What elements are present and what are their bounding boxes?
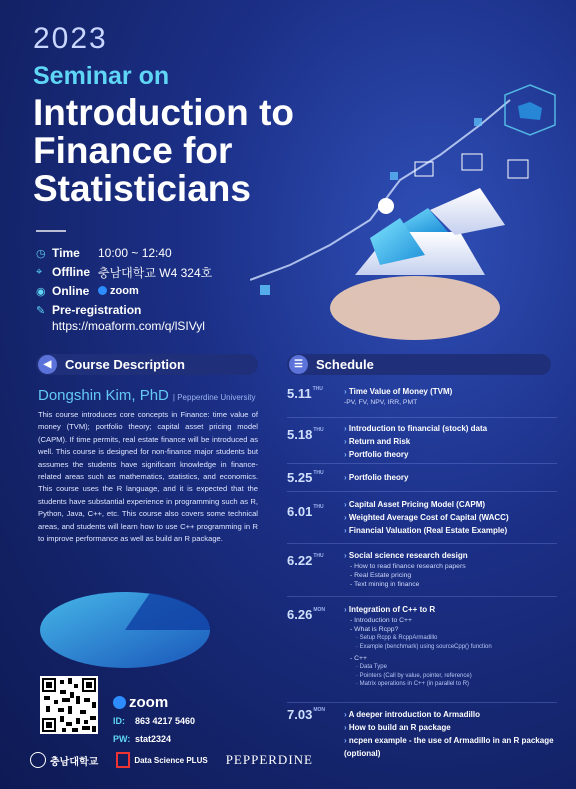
schedule-item: › Return and Risk	[344, 435, 554, 448]
schedule-header-label: Schedule	[316, 357, 374, 372]
schedule-item: › Capital Asset Pricing Model (CAPM)	[344, 498, 554, 511]
schedule-date: 5.25	[287, 470, 313, 485]
schedule-subitem: · Setup Rcpp & RcppArmadillo	[356, 635, 438, 641]
schedule-item: › Social science research design	[344, 549, 554, 562]
schedule-date: 5.18	[287, 427, 313, 442]
schedule-subitem: - What is Rcpp?	[350, 626, 399, 633]
schedule-header	[287, 354, 551, 375]
schedule-row	[287, 492, 557, 544]
schedule-date: 7.03	[287, 707, 313, 722]
course-header-label: Course Description	[65, 357, 185, 372]
zoom-info	[113, 694, 195, 747]
prereg-link[interactable]: https://moaform.com/q/lSIVyl	[52, 319, 205, 333]
instructor	[38, 387, 255, 404]
edit-form-icon: ✎	[36, 304, 46, 317]
offline-label: Offline	[52, 265, 90, 279]
schedule-row	[287, 597, 557, 703]
instructor-name: Dongshin Kim, PhD	[38, 387, 169, 404]
schedule-list	[287, 383, 557, 765]
schedule-item: › Weighted Average Cost of Capital (WACC)	[344, 511, 554, 524]
course-description: This course introduces core concepts in Finance: time value of money (TVM); portfolio theory; capital asset pricing model (CAPM). If time permits, real estate finance will be introduced as well. This course is designed for non-finance major students but assumes the students have significant knowledge in finance-related areas such as mathematics, statistics, and economics. This course uses the R language, and it is expected that the students have substantial experience in programming such as R, Python, Java, C++, etc. This course also covers some technical areas, and students will learn how to use C++ programming in R to improve performance as well as build an R package.	[38, 410, 258, 544]
schedule-subitem: · Example (benchmark) using sourceCpp() function	[356, 643, 492, 650]
schedule-item: › A deeper introduction to Armadillo	[344, 708, 554, 721]
schedule-row	[287, 544, 557, 597]
qr-code[interactable]	[40, 676, 98, 734]
schedule-item: › Introduction to financial (stock) data	[344, 422, 554, 435]
schedule-subitem: - Real Estate pricing	[350, 572, 412, 579]
clock-icon: ◷	[36, 247, 46, 260]
pepperdine-logo-text: PEPPERDINE	[225, 752, 313, 767]
schedule-item: › How to build an R package	[344, 721, 554, 734]
online-value: zoom	[110, 285, 139, 297]
schedule-subitem: - C++	[350, 655, 367, 662]
schedule-subitem: - Introduction to C++	[350, 617, 412, 624]
schedule-dow: THU	[313, 504, 324, 510]
schedule-subitem: -PV, FV, NPV, IRR, PMT	[344, 399, 418, 406]
prereg-label: Pre-registration	[52, 303, 142, 317]
zoom-id-value: 863 4217 5460	[135, 716, 196, 726]
schedule-subitem: · Matrix operations in C++ (in parallel to R)	[356, 681, 470, 687]
cnu-emblem-icon	[30, 752, 46, 768]
schedule-subitem: · Pointers (Call by value, pointer, reference)	[356, 672, 472, 679]
cnu-logo-text: 충남대학교	[50, 756, 99, 768]
divider	[36, 230, 66, 232]
zoom-logo-text: zoom	[129, 694, 169, 711]
schedule-dow: MON	[313, 707, 325, 713]
offline-value: 충남대학교 W4 324호	[98, 265, 213, 280]
schedule-row	[287, 418, 557, 464]
location-pin-icon: ⌖	[36, 265, 43, 278]
dsp-logo-text: Data Science PLUS	[134, 755, 208, 765]
schedule-date: 6.01	[287, 504, 313, 519]
schedule-item: › Portfolio theory	[344, 471, 554, 484]
course-description-header	[36, 354, 258, 375]
zoom-logo-icon	[113, 696, 126, 709]
schedule-item: › Integration of C++ to R	[344, 603, 554, 616]
schedule-dow: THU	[313, 553, 324, 559]
year: 2023	[33, 22, 108, 55]
online-label: Online	[52, 284, 90, 298]
instructor-affiliation: | Pepperdine University	[172, 393, 256, 402]
schedule-dow: THU	[312, 386, 323, 392]
wifi-icon: ◉	[36, 285, 46, 298]
zoom-logo-icon	[98, 286, 107, 295]
schedule-subitem: · Data Type	[356, 664, 387, 670]
schedule-subitem: - How to read finance research papers	[350, 563, 466, 570]
time-value: 10:00 ~ 12:40	[98, 246, 172, 260]
schedule-date: 6.22	[287, 553, 313, 568]
schedule-dow: THU	[313, 470, 324, 476]
event-info	[36, 244, 212, 320]
schedule-dow: MON	[313, 607, 325, 613]
page-title: Introduction to Finance for Statisticians	[33, 92, 294, 209]
dsp-logo-icon	[116, 752, 130, 768]
footer-logos	[30, 752, 331, 768]
zoom-pw-value: stat2324	[135, 734, 172, 744]
schedule-date: 5.11	[287, 386, 312, 401]
zoom-pw-label: PW:	[113, 734, 131, 744]
schedule-row	[287, 464, 557, 492]
seminar-label: Seminar on	[33, 62, 170, 90]
pie-chart-illustration	[30, 580, 230, 680]
schedule-item: › Time Value of Money (TVM)	[344, 385, 554, 398]
megaphone-icon: ◀	[38, 355, 57, 374]
schedule-item: › Portfolio theory	[344, 448, 554, 461]
schedule-dow: THU	[313, 427, 324, 433]
schedule-row	[287, 383, 557, 418]
schedule-item: › ncpen example - the use of Armadillo in an R package (optional)	[344, 734, 554, 760]
zoom-id-label: ID:	[113, 716, 125, 726]
schedule-item: › Financial Valuation (Real Estate Example)	[344, 524, 554, 537]
time-label: Time	[52, 246, 80, 260]
schedule-date: 6.26	[287, 607, 313, 622]
document-icon: ☰	[289, 355, 308, 374]
schedule-subitem: - Text mining in finance	[350, 581, 420, 588]
